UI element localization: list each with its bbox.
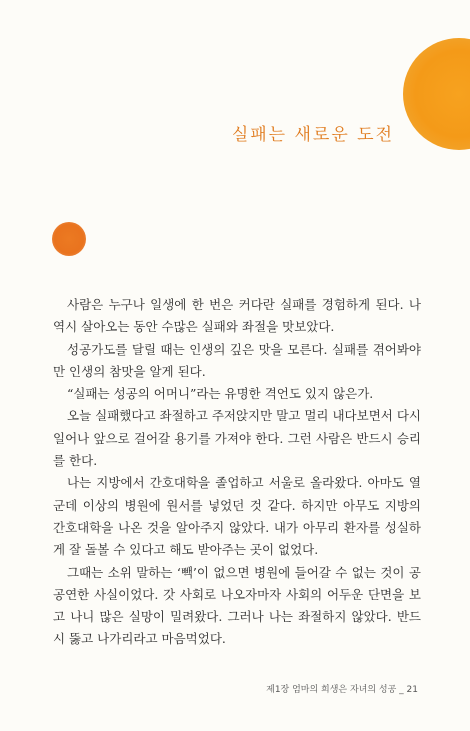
body-text <box>53 294 421 651</box>
chapter-title: 실패는 새로운 도전 <box>231 125 394 145</box>
paragraph: 나는 지방에서 간호대학을 졸업하고 서울로 올라왔다. 아마도 열 군데 이상의 병원에 원서를 넣었던 것 같다. 하지만 아무도 지방의 간호대학을 나온 것을 알아주지 않았다. 내가 아무리 환자를 성실하게 잘 돌볼 수 있다고 해도 받아주는 곳이 없었다. <box>53 475 421 558</box>
small-orange-dot-decoration <box>52 222 86 256</box>
paragraph: 그때는 소위 말하는 ‘빽’이 없으면 병원에 들어갈 수 없는 것이 공공연한 사실이었다. 갓 사회로 나오자마자 사회의 어두운 단면을 보고 나니 많은 실망이 밀려왔다. 그러나 나는 좌절하지 않았다. 반드시 뚫고 나가리라고 마음먹었다. <box>53 564 421 647</box>
page-footer: 제1장 엄마의 희생은 자녀의 성공 _ 21 <box>266 685 418 695</box>
orange-circle-decoration <box>403 38 470 150</box>
paragraph: “실패는 성공의 어머니”라는 유명한 격언도 있지 않은가. <box>67 386 374 402</box>
paragraph: 사람은 누구나 일생에 한 번은 커다란 실패를 경험하게 된다. 나 역시 살아오는 동안 수많은 실패와 좌절을 맛보았다. <box>53 297 421 335</box>
paragraph: 성공가도를 달릴 때는 인생의 깊은 맛을 모른다. 실패를 겪어봐야만 인생의 참맛을 알게 된다. <box>53 341 421 379</box>
paragraph: 오늘 실패했다고 좌절하고 주저앉지만 말고 멀리 내다보면서 다시 일어나 앞으로 걸어갈 용기를 가져야 한다. 그런 사람은 반드시 승리를 한다. <box>53 408 421 469</box>
